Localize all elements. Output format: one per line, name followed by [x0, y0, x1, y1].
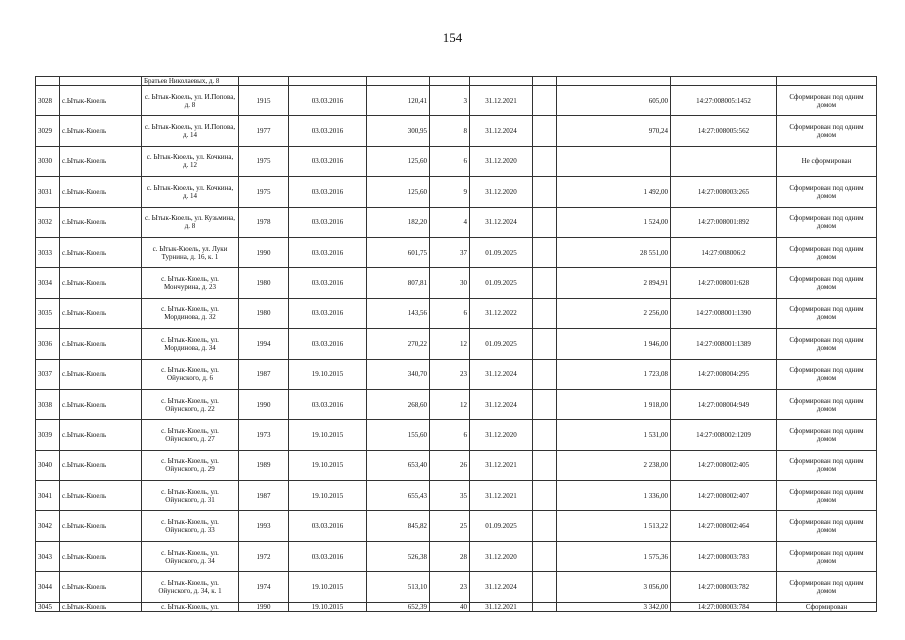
cell-count: 6 [430, 420, 470, 450]
cell-address: с. Ытык-Кюель, ул. Мончурина, д. 23 [142, 268, 239, 298]
cell-cost: 2 894,91 [557, 268, 671, 298]
cell-address: с. Ытык-Кюель, ул. Ойунского, д. 6 [142, 359, 239, 389]
cell-cost: 3 342,00 [557, 602, 671, 611]
cell-address: с. Ытык-Кюель, ул. [142, 602, 239, 611]
cell-cost: 28 551,00 [557, 237, 671, 267]
cell-count: 35 [430, 481, 470, 511]
cell-status: Сформирован под одним домом [777, 541, 877, 571]
cell-area: 125,60 [367, 177, 430, 207]
table-row [36, 207, 877, 237]
cell-empty [533, 177, 557, 207]
cell-status: Сформирован под одним домом [777, 359, 877, 389]
cell-cadastral-number: 14:27:008004:295 [671, 359, 777, 389]
cell-settlement: с.Ытык-Кюель [60, 146, 142, 176]
cell-number: 3035 [36, 298, 60, 328]
cell-settlement: с.Ытык-Кюель [60, 481, 142, 511]
cell-address: с. Ытык-Кюель, ул. Ойунского, д. 22 [142, 389, 239, 419]
cell-status: Сформирован под одним домом [777, 450, 877, 480]
cell-empty [533, 511, 557, 541]
cell-number: 3042 [36, 511, 60, 541]
cell-year: 1977 [239, 116, 289, 146]
cell-count: 23 [430, 359, 470, 389]
cell-status: Сформирован под одним домом [777, 572, 877, 602]
cell-year: 1989 [239, 450, 289, 480]
cell-date: 03.03.2016 [289, 207, 367, 237]
table-row [36, 177, 877, 207]
cell-address: с. Ытык-Кюель, ул. Кочкина, д. 12 [142, 146, 239, 176]
cell-year: 1975 [239, 146, 289, 176]
cell-cost: 1 524,00 [557, 207, 671, 237]
cell-cost: 2 256,00 [557, 298, 671, 328]
cell-area: 120,41 [367, 86, 430, 116]
cell-empty [533, 481, 557, 511]
cell-cadastral-number: 14:27:008002:464 [671, 511, 777, 541]
cell-cost [557, 146, 671, 176]
cell-cadastral-number: 14:27:008003:265 [671, 177, 777, 207]
cell-number: 3028 [36, 86, 60, 116]
cell-number: 3041 [36, 481, 60, 511]
cell-cost: 1 723,08 [557, 359, 671, 389]
cell-cost: 1 918,00 [557, 389, 671, 419]
cell-address: с. Ытык-Кюель, ул. И.Попова, д. 14 [142, 116, 239, 146]
cell-address: с. Ытык-Кюель, ул. Ойунского, д. 34 [142, 541, 239, 571]
table-row [36, 298, 877, 328]
cell-count: 28 [430, 541, 470, 571]
cell-cost: 1 492,00 [557, 177, 671, 207]
cell-deadline: 01.09.2025 [470, 268, 533, 298]
cell-status: Сформирован под одним домом [777, 177, 877, 207]
cell-cadastral-number: 14:27:008006:2 [671, 237, 777, 267]
cell-cadastral-number: 14:27:008001:628 [671, 268, 777, 298]
cell-date: 19.10.2015 [289, 359, 367, 389]
cell-count: 25 [430, 511, 470, 541]
cell-date: 03.03.2016 [289, 86, 367, 116]
cell-count: 6 [430, 146, 470, 176]
cell-cost: 1 513,22 [557, 511, 671, 541]
cell-cost: 2 238,00 [557, 450, 671, 480]
cell-empty [533, 237, 557, 267]
cell-empty [533, 389, 557, 419]
cell-date: 03.03.2016 [289, 116, 367, 146]
cell-year: 1973 [239, 420, 289, 450]
cell-status: Не сформирован [777, 146, 877, 176]
cell-empty [533, 420, 557, 450]
cell-area: 143,56 [367, 298, 430, 328]
cell-area: 652,39 [367, 602, 430, 611]
cell-status: Сформирован под одним домом [777, 207, 877, 237]
cell-area: 182,20 [367, 207, 430, 237]
cell-cadastral-number: 14:27:008003:784 [671, 602, 777, 611]
cell-date: 19.10.2015 [289, 420, 367, 450]
cell-cost: 3 056,00 [557, 572, 671, 602]
cell-date: 03.03.2016 [289, 146, 367, 176]
cell-area: 807,81 [367, 268, 430, 298]
table-row [36, 420, 877, 450]
cell-address: с. Ытык-Кюель, ул. Ойунского, д. 27 [142, 420, 239, 450]
cell-status: Сформирован под одним домом [777, 116, 877, 146]
cell-deadline: 31.12.2021 [470, 602, 533, 611]
cell-cadastral-number: 14:27:008002:407 [671, 481, 777, 511]
cell-year: 1987 [239, 481, 289, 511]
table-row [36, 602, 877, 611]
cell-date: 19.10.2015 [289, 602, 367, 611]
cell-count: 37 [430, 237, 470, 267]
cell-count: 26 [430, 450, 470, 480]
cell-empty [533, 146, 557, 176]
cell-empty [533, 298, 557, 328]
cell-year: 1990 [239, 389, 289, 419]
table-row [36, 481, 877, 511]
cell-cost: 1 946,00 [557, 329, 671, 359]
cell-count: 12 [430, 329, 470, 359]
cell-deadline: 31.12.2024 [470, 116, 533, 146]
cell-empty [533, 572, 557, 602]
cell-settlement: с.Ытык-Кюель [60, 511, 142, 541]
cell-number: 3044 [36, 572, 60, 602]
cell-number: 3043 [36, 541, 60, 571]
cell-year: 1994 [239, 329, 289, 359]
cell-year: 1987 [239, 359, 289, 389]
cell-year: 1990 [239, 237, 289, 267]
cell-number: 3033 [36, 237, 60, 267]
cell-deadline: 31.12.2020 [470, 177, 533, 207]
cell-number: 3037 [36, 359, 60, 389]
cell-date: 19.10.2015 [289, 450, 367, 480]
cell-number: 3034 [36, 268, 60, 298]
cell-count: 3 [430, 86, 470, 116]
cell-empty [533, 602, 557, 611]
cell-date: 03.03.2016 [289, 389, 367, 419]
table-row [36, 268, 877, 298]
cell-status: Сформирован под одним домом [777, 420, 877, 450]
cell-status: Сформирован под одним домом [777, 268, 877, 298]
cell-count: 30 [430, 268, 470, 298]
cell-number: 3038 [36, 389, 60, 419]
cell-area: 340,70 [367, 359, 430, 389]
table-row [36, 389, 877, 419]
cell-year: 1975 [239, 177, 289, 207]
table-row [36, 511, 877, 541]
cell-address: с. Ытык-Кюель, ул. Ойунского, д. 29 [142, 450, 239, 480]
cell-cadastral-number: 14:27:008001:1390 [671, 298, 777, 328]
cell-status: Сформирован под одним домом [777, 237, 877, 267]
table-row [36, 572, 877, 602]
cell-settlement: с.Ытык-Кюель [60, 420, 142, 450]
cell-address: с. Ытык-Кюель, ул. И.Попова, д. 8 [142, 86, 239, 116]
cell-cost: 1 575,36 [557, 541, 671, 571]
cell-year: 1993 [239, 511, 289, 541]
cell-date: 03.03.2016 [289, 541, 367, 571]
table-row [36, 329, 877, 359]
cell-status: Сформирован под одним домом [777, 298, 877, 328]
cell-cadastral-number: 14:27:008001:892 [671, 207, 777, 237]
table-row [36, 237, 877, 267]
cell-number: 3045 [36, 602, 60, 611]
cell-cadastral-number: 14:27:008004:949 [671, 389, 777, 419]
table-body [36, 77, 877, 612]
cell-date: 19.10.2015 [289, 572, 367, 602]
cell-area: 601,75 [367, 237, 430, 267]
cell-empty [533, 359, 557, 389]
cell-deadline: 31.12.2024 [470, 207, 533, 237]
cell-date: 03.03.2016 [289, 298, 367, 328]
table-row [36, 146, 877, 176]
cell-deadline: 31.12.2024 [470, 572, 533, 602]
cell-deadline: 31.12.2022 [470, 298, 533, 328]
cell-year: 1980 [239, 298, 289, 328]
cell-number: 3039 [36, 420, 60, 450]
cell-settlement: с.Ытык-Кюель [60, 602, 142, 611]
cell-status: Сформирован под одним домом [777, 329, 877, 359]
cell-count: 4 [430, 207, 470, 237]
cell-settlement: с.Ытык-Кюель [60, 177, 142, 207]
cell-address: с. Ытык-Кюель, ул. Кочкина, д. 14 [142, 177, 239, 207]
cell-date: 03.03.2016 [289, 268, 367, 298]
cell-settlement: с.Ытык-Кюель [60, 450, 142, 480]
cell-deadline: 31.12.2024 [470, 389, 533, 419]
cell-area: 655,43 [367, 481, 430, 511]
cell-date: 19.10.2015 [289, 481, 367, 511]
cell-address: с. Ытык-Кюель, ул. Ойунского, д. 33 [142, 511, 239, 541]
cell-settlement: с.Ытык-Кюель [60, 298, 142, 328]
cell-area: 300,95 [367, 116, 430, 146]
cell-deadline: 31.12.2021 [470, 450, 533, 480]
cell-cost: 970,24 [557, 116, 671, 146]
cell-cost: 605,00 [557, 86, 671, 116]
cell-area: 155,60 [367, 420, 430, 450]
cell-empty [533, 541, 557, 571]
cell-date: 03.03.2016 [289, 511, 367, 541]
cell-count: 12 [430, 389, 470, 419]
cell-empty [533, 450, 557, 480]
cell-deadline: 31.12.2020 [470, 420, 533, 450]
cell-date: 03.03.2016 [289, 329, 367, 359]
cell-area: 845,82 [367, 511, 430, 541]
cell-status: Сформирован под одним домом [777, 511, 877, 541]
table-row [36, 541, 877, 571]
cell-settlement: с.Ытык-Кюель [60, 541, 142, 571]
cell-deadline: 01.09.2025 [470, 511, 533, 541]
cell-deadline: 31.12.2021 [470, 481, 533, 511]
cell-year: 1915 [239, 86, 289, 116]
cell-deadline: 31.12.2020 [470, 146, 533, 176]
cell-address: Братьев Николаевых, д. 8 [142, 77, 239, 86]
cell-status: Сформирован под одним домом [777, 389, 877, 419]
cell-empty [533, 116, 557, 146]
table-row [36, 116, 877, 146]
cell-address: с. Ытык-Кюель, ул. Кузьмина, д. 8 [142, 207, 239, 237]
cell-address: с. Ытык-Кюель, ул. Луки Турнина, д. 16, к. 1 [142, 237, 239, 267]
cell-number: 3030 [36, 146, 60, 176]
cell-settlement: с.Ытык-Кюель [60, 86, 142, 116]
table-row [36, 86, 877, 116]
cell-cadastral-number: 14:27:008003:782 [671, 572, 777, 602]
cell-cost: 1 531,00 [557, 420, 671, 450]
table-row [36, 359, 877, 389]
cell-address: с. Ытык-Кюель, ул. Ойунского, д. 31 [142, 481, 239, 511]
cell-settlement: с.Ытык-Кюель [60, 389, 142, 419]
cell-year: 1990 [239, 602, 289, 611]
cell-deadline: 31.12.2024 [470, 359, 533, 389]
cell-settlement: с.Ытык-Кюель [60, 329, 142, 359]
cell-address: с. Ытык-Кюель, ул. Ойунского, д. 34, к. 1 [142, 572, 239, 602]
cell-settlement: с.Ытык-Кюель [60, 268, 142, 298]
cell-number: 3029 [36, 116, 60, 146]
cell-deadline: 31.12.2020 [470, 541, 533, 571]
cell-cadastral-number: 14:27:008002:1209 [671, 420, 777, 450]
cell-number: 3036 [36, 329, 60, 359]
cell-cadastral-number: 14:27:008005:1452 [671, 86, 777, 116]
cell-count: 6 [430, 298, 470, 328]
cell-area: 513,10 [367, 572, 430, 602]
cell-year: 1978 [239, 207, 289, 237]
cell-deadline: 01.09.2025 [470, 329, 533, 359]
cell-number: 3032 [36, 207, 60, 237]
cell-cadastral-number: 14:27:008005:562 [671, 116, 777, 146]
cell-empty [533, 86, 557, 116]
cell-status: Сформирован под одним домом [777, 481, 877, 511]
cell-area: 653,40 [367, 450, 430, 480]
cell-address: с. Ытык-Кюель, ул. Мординова, д. 34 [142, 329, 239, 359]
cell-deadline: 01.09.2025 [470, 237, 533, 267]
cell-number: 3040 [36, 450, 60, 480]
page-number: 154 [442, 30, 463, 45]
cell-area: 268,60 [367, 389, 430, 419]
table-row [36, 450, 877, 480]
cell-area: 526,38 [367, 541, 430, 571]
cell-deadline: 31.12.2021 [470, 86, 533, 116]
cell-area: 125,60 [367, 146, 430, 176]
table-row-continuation [36, 77, 877, 86]
cell-empty [533, 329, 557, 359]
cell-address: с. Ытык-Кюель, ул. Мординова, д. 32 [142, 298, 239, 328]
cell-year: 1972 [239, 541, 289, 571]
cell-empty [533, 268, 557, 298]
cell-cadastral-number [671, 146, 777, 176]
cell-cadastral-number: 14:27:008001:1389 [671, 329, 777, 359]
cell-date: 03.03.2016 [289, 237, 367, 267]
cell-count: 8 [430, 116, 470, 146]
cell-year: 1974 [239, 572, 289, 602]
cell-settlement: с.Ытык-Кюель [60, 116, 142, 146]
cell-settlement: с.Ытык-Кюель [60, 359, 142, 389]
cell-status: Сформирован [777, 602, 877, 611]
cell-date: 03.03.2016 [289, 177, 367, 207]
cell-empty [533, 207, 557, 237]
cell-year: 1980 [239, 268, 289, 298]
cell-count: 9 [430, 177, 470, 207]
cell-status: Сформирован под одним домом [777, 86, 877, 116]
cell-cadastral-number: 14:27:008003:783 [671, 541, 777, 571]
cell-count: 40 [430, 602, 470, 611]
cell-number: 3031 [36, 177, 60, 207]
cell-cadastral-number: 14:27:008002:405 [671, 450, 777, 480]
cell-cost: 1 336,00 [557, 481, 671, 511]
cell-count: 23 [430, 572, 470, 602]
housing-registry-table [35, 76, 877, 612]
cell-settlement: с.Ытык-Кюель [60, 207, 142, 237]
cell-settlement: с.Ытык-Кюель [60, 237, 142, 267]
cell-settlement: с.Ытык-Кюель [60, 572, 142, 602]
cell-area: 270,22 [367, 329, 430, 359]
